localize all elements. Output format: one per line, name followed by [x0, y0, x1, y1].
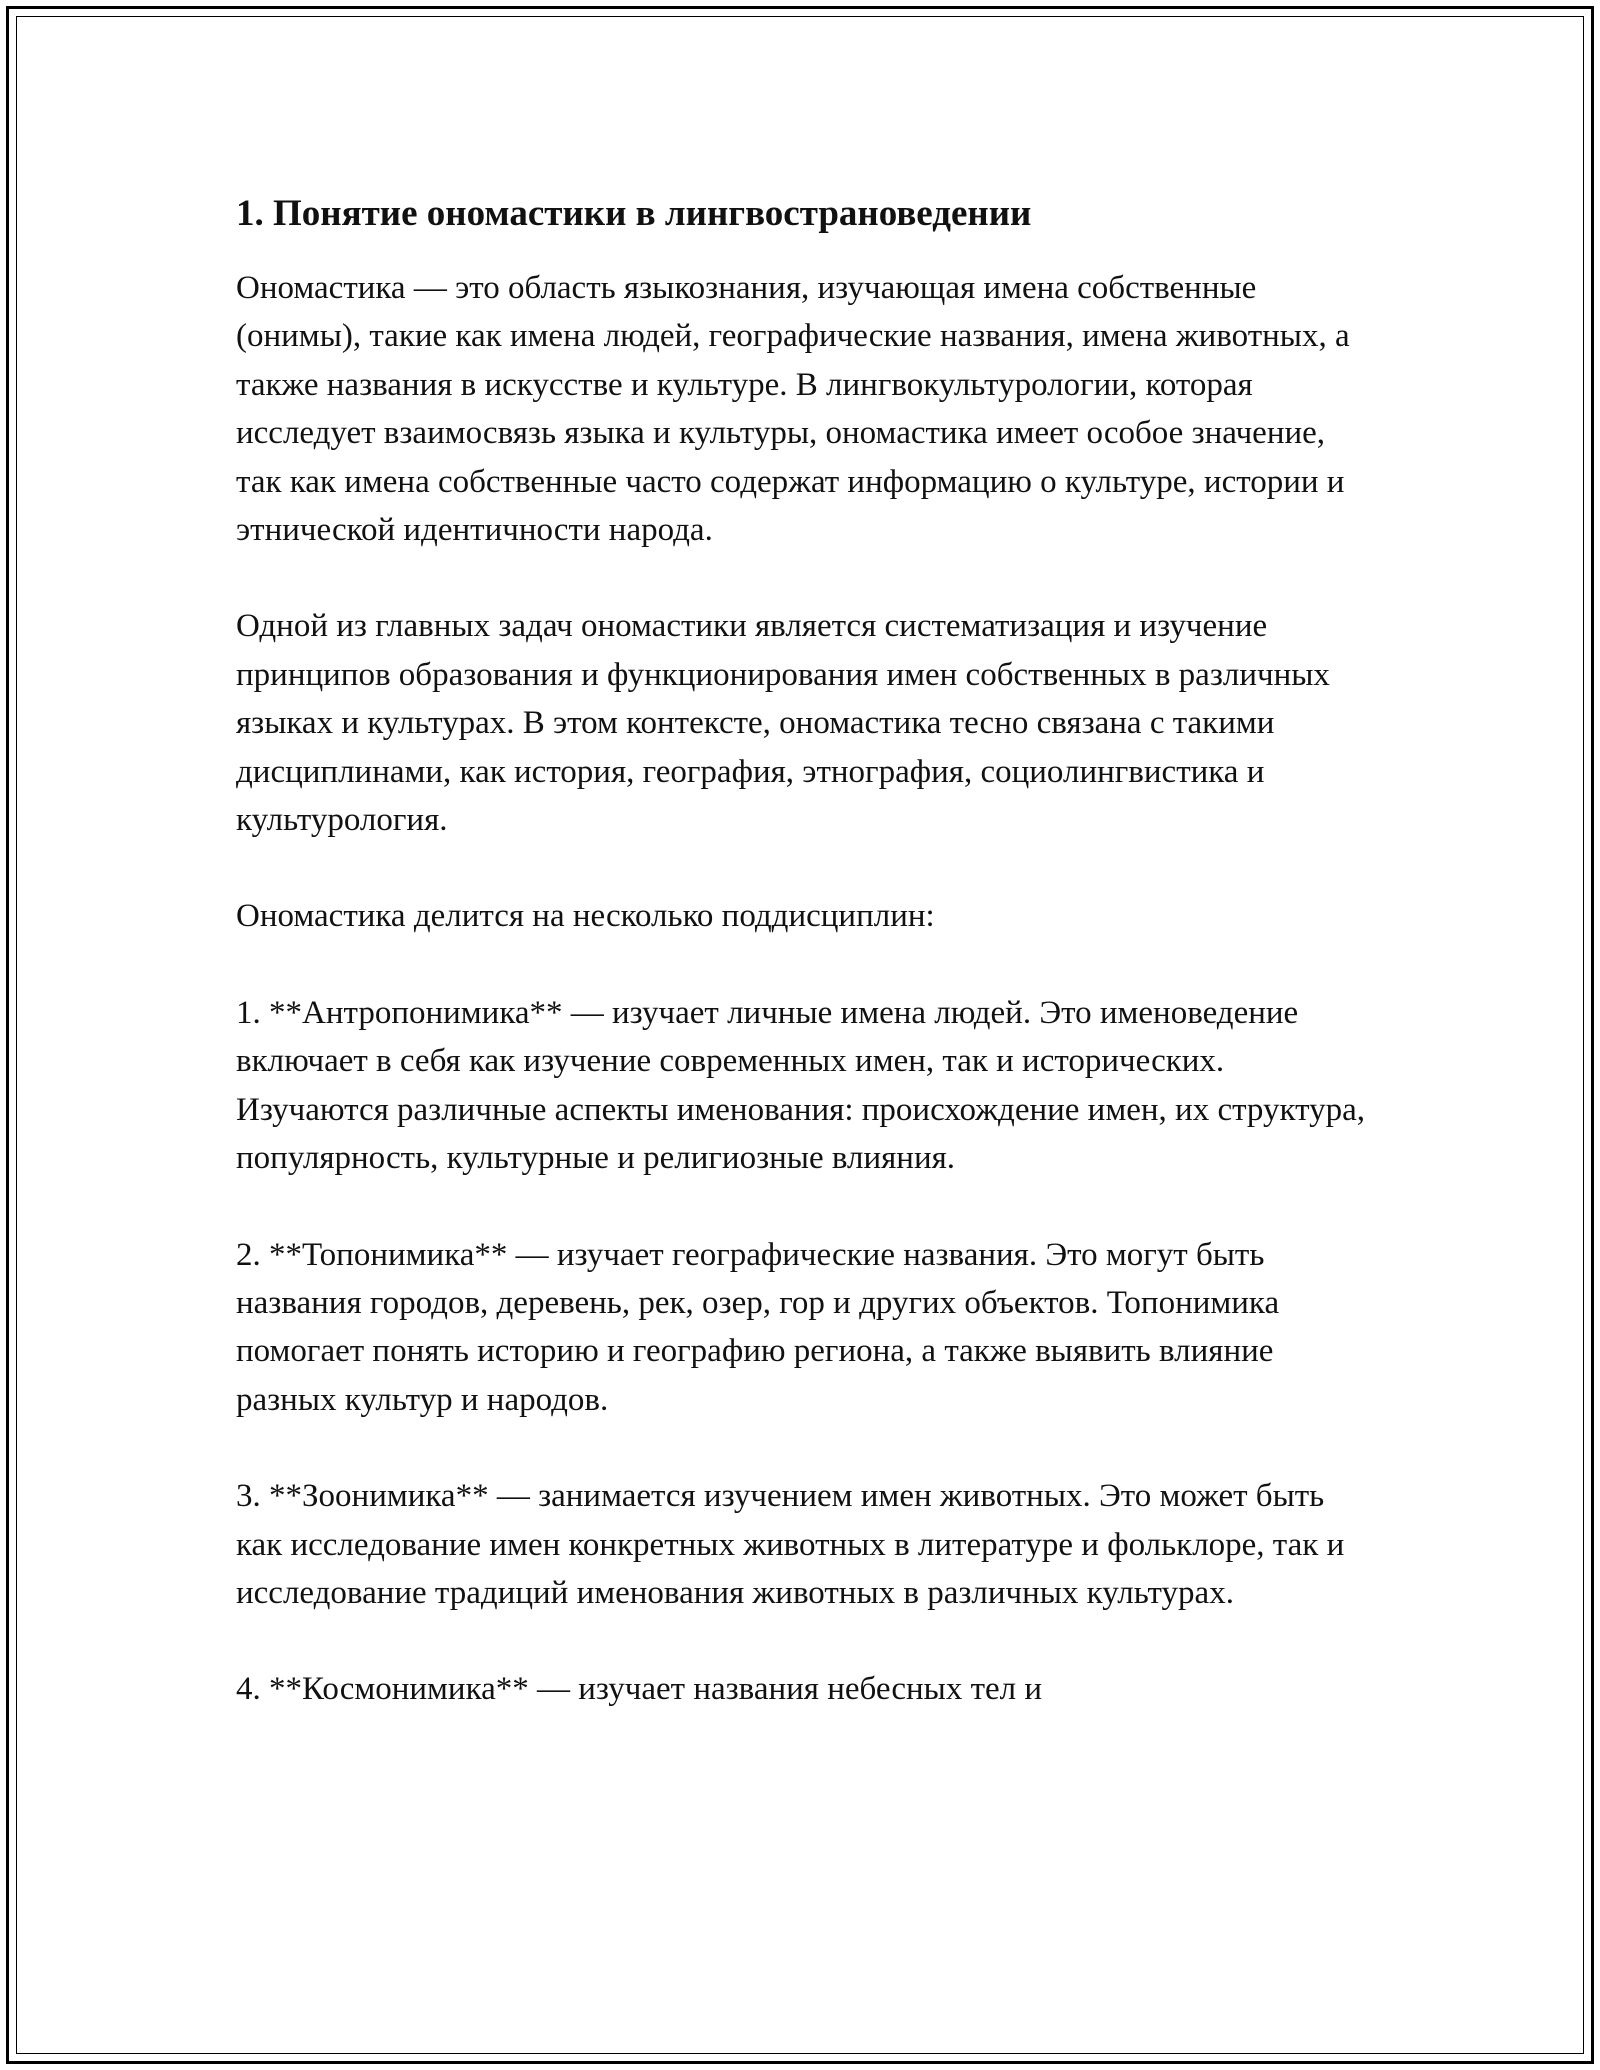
list-item-cosmonymy: 4. **Космонимика** — изучает названия небесных тел и: [236, 1671, 1043, 1708]
list-item-zoonymy: 3. **Зоонимика** — занимается изучением имен животных. Это может быть как исследование имен конкретных животных в литературе и фольклоре, так и исследование традиций именования животных в различных культурах.: [236, 1478, 1345, 1611]
paragraph-tasks: Одной из главных задач ономастики является систематизация и изучение принципов образования и функционирования имен собственных в различных языках и культурах. В этом контексте, ономастика тесно связана с такими дисциплинами, как история, география, этнография, социолингвистика и культурология.: [236, 608, 1330, 839]
paragraph-subdisciplines-intro: Ономастика делится на несколько поддисциплин:: [236, 898, 935, 935]
list-item-toponymy: 2. **Топонимика** — изучает географические названия. Это могут быть названия городов, деревень, рек, озер, гор и других объектов. Топонимика помогает понять историю и географию региона, а также выявить влияние разных культур и народов.: [236, 1236, 1280, 1418]
section-heading: 1. Понятие ономастики в лингвострановедении: [236, 193, 1032, 234]
list-item-anthroponymy: 1. **Антропонимика** — изучает личные имена людей. Это именоведение включает в себя как изучение современных имен, так и исторических. Изучаются различные аспекты именования: происхождение имен, их структура, популярность, культурные и религиозные влияния.: [236, 994, 1365, 1177]
document-body: [236, 186, 1376, 1714]
paragraph-definition: Ономастика — это область языкознания, изучающая имена собственные (онимы), такие как имена людей, географические названия, имена животных, а также названия в искусстве и культуре. В лингвокультурологии, которая исследует взаимосвязь языка и культуры, ономастика имеет особое значение, так как имена собственные часто содержат информацию о культуре, истории и этнической идентичности народа.: [236, 270, 1350, 549]
